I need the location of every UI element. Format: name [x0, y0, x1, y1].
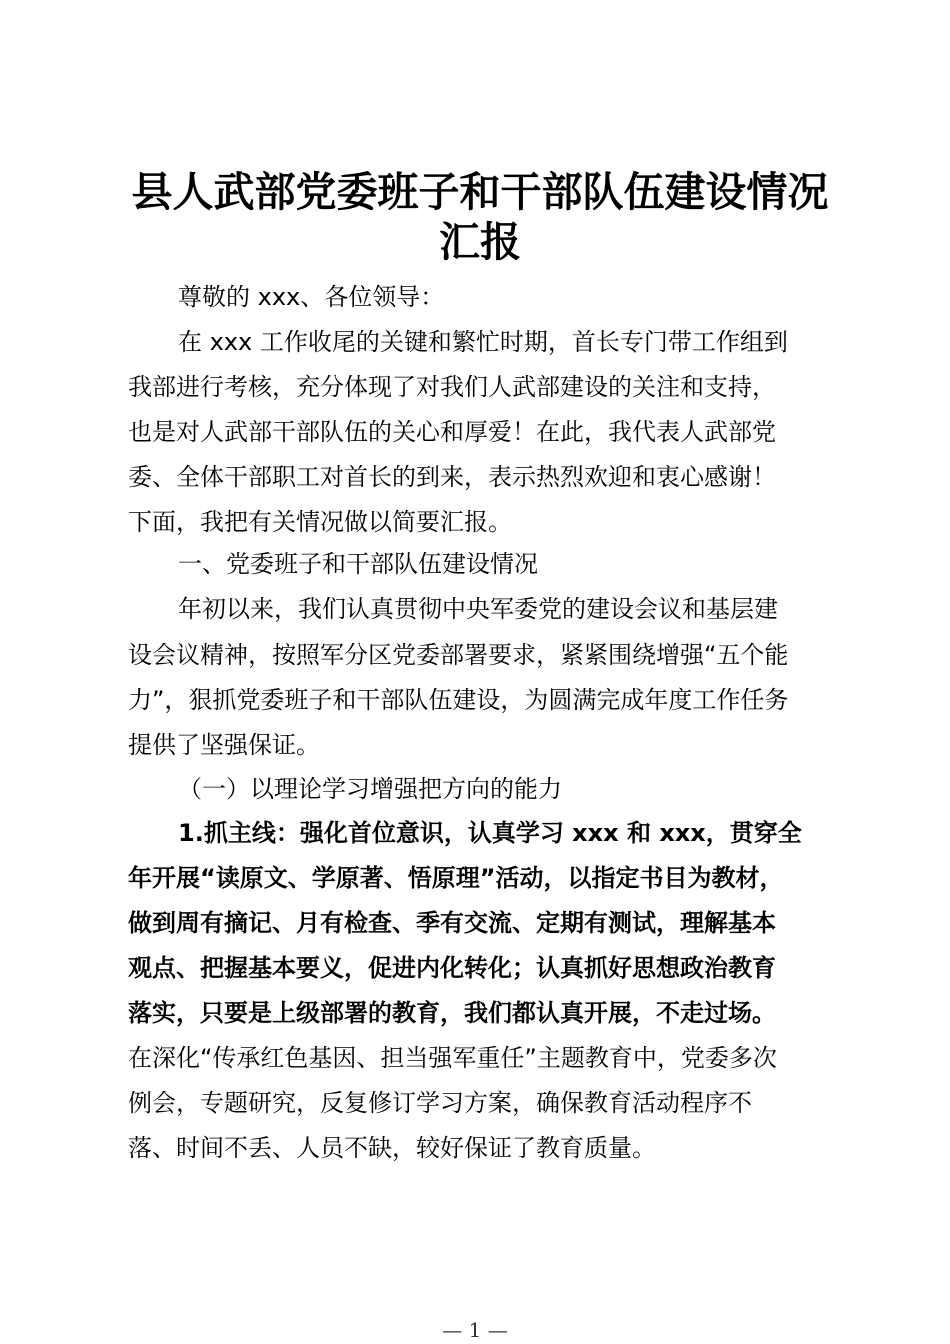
paragraph-1-line: 我部进行考核，充分体现了对我们人武部建设的关注和支持，: [128, 373, 776, 401]
page-number: — 1 —: [442, 1318, 508, 1342]
paragraph-1-line: 下面，我把有关情况做以简要汇报。: [128, 508, 512, 536]
paragraph-2-line: 设会议精神，按照军分区党委部署要求，紧紧围绕增强“五个能: [128, 641, 789, 669]
bold-paragraph-line: 年开展“读原文、学原著、悟原理”活动，以指定书目为教材，: [128, 864, 784, 892]
bold-paragraph-line: 落实，只要是上级部署的教育，我们都认真开展，不走过场。: [128, 999, 776, 1027]
section-heading: 一、党委班子和干部队伍建设情况: [178, 550, 538, 578]
paragraph-1-line: 也是对人武部干部队伍的关心和厚爱！在此，我代表人武部党: [128, 418, 776, 446]
paragraph-2-line: 年初以来，我们认真贯彻中央军委党的建设会议和基层建: [178, 595, 778, 623]
document-title-line-2: 汇报: [439, 218, 521, 266]
paragraph-1-line: 委、全体干部职工对首长的到来，表示热烈欢迎和衷心感谢！: [128, 463, 776, 491]
paragraph-2-line: 提供了坚强保证。: [128, 731, 320, 759]
subsection-heading: （一）以理论学习增强把方向的能力: [178, 775, 562, 803]
document-title-line-1: 县人武部党委班子和干部队伍建设情况: [131, 168, 829, 216]
paragraph-1-line: 在 xxx 工作收尾的关键和繁忙时期，首长专门带工作组到: [178, 328, 788, 356]
paragraph-3-line: 落、时间不丢、人员不缺，较好保证了教育质量。: [128, 1134, 656, 1162]
bold-paragraph-line: 1.抓主线：强化首位意识，认真学习 xxx 和 xxx，贯穿全: [178, 819, 802, 847]
bold-paragraph-line: 做到周有摘记、月有检查、季有交流、定期有测试，理解基本: [128, 909, 776, 937]
salutation: 尊敬的 xxx、各位领导：: [178, 283, 445, 311]
bold-paragraph-line: 观点、把握基本要义，促进内化转化；认真抓好思想政治教育: [128, 954, 776, 982]
paragraph-2-line: 力”，狠抓党委班子和干部队伍建设，为圆满完成年度工作任务: [128, 686, 789, 714]
paragraph-3-line: 例会，专题研究，反复修订学习方案，确保教育活动程序不: [128, 1089, 752, 1117]
paragraph-3-line: 在深化“传承红色基因、担当强军重任”主题教育中，党委多次: [128, 1044, 777, 1072]
